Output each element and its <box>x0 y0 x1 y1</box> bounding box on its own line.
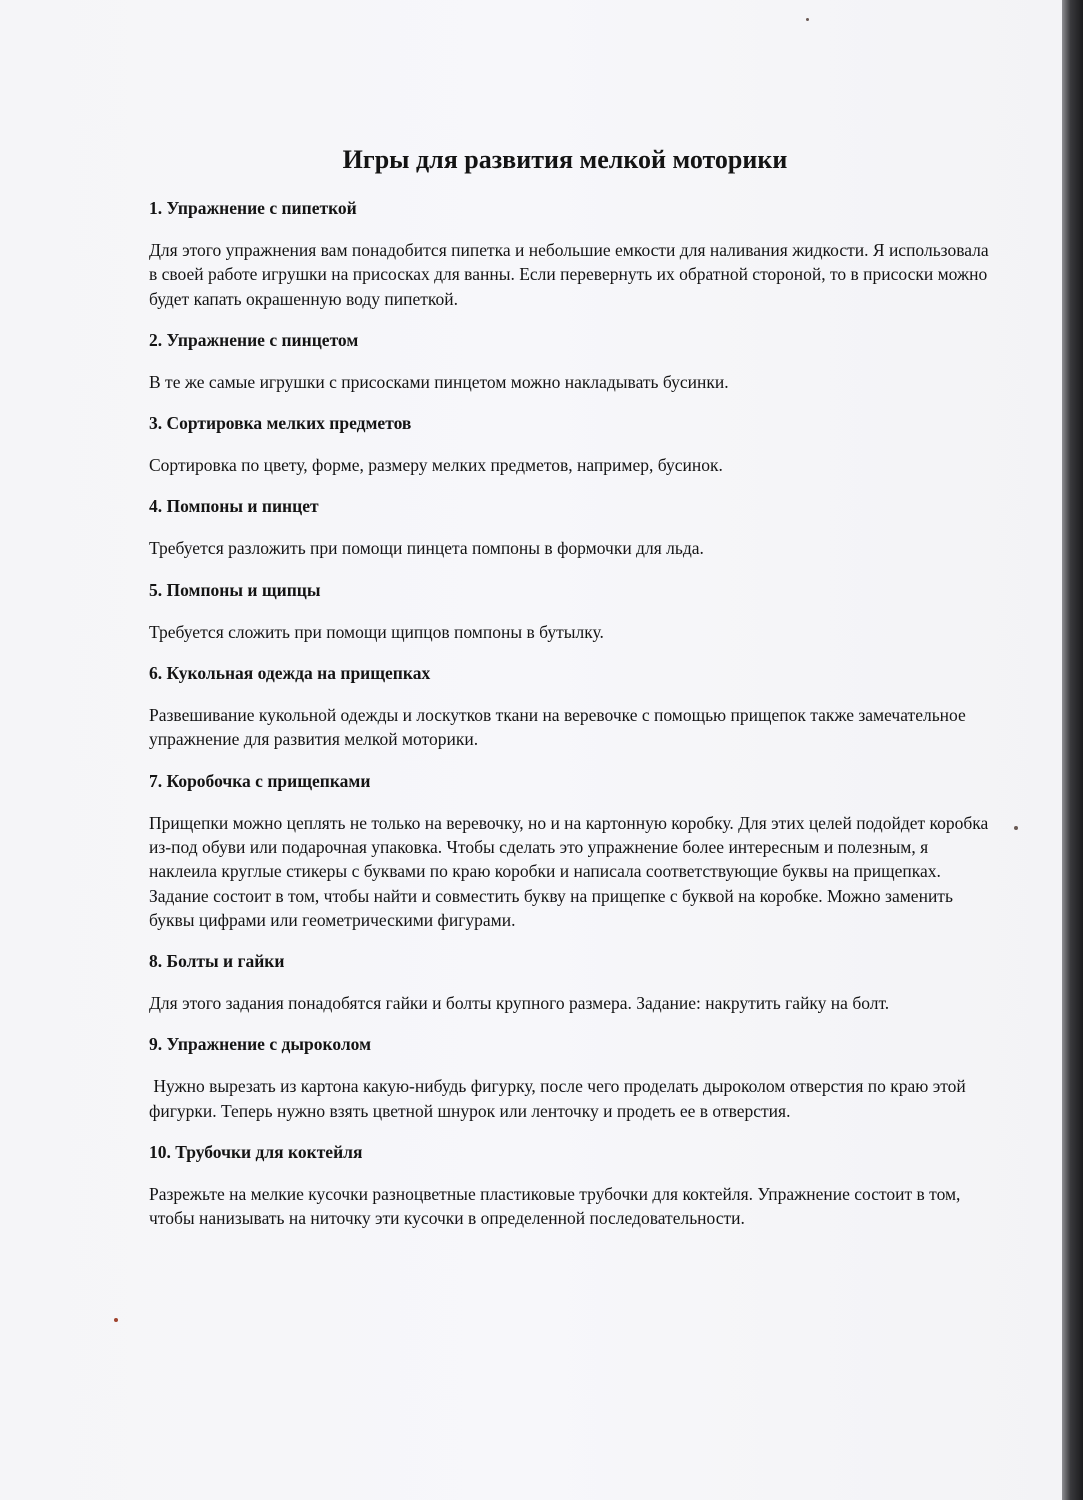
section-heading: 4. Помпоны и пинцет <box>149 496 319 517</box>
section-text: В те же самые игрушки с присосками пинцетом можно накладывать бусинки. <box>149 371 729 392</box>
section <box>149 328 994 394</box>
section-heading: 9. Упражнение с дыроколом <box>149 1034 371 1055</box>
section-heading: 5. Помпоны и щипцы <box>149 579 321 600</box>
scanner-edge-shadow <box>1062 0 1083 1500</box>
section-text: Сортировка по цвету, форме, размеру мелких предметов, например, бусинок. <box>149 455 723 476</box>
section-text: Прищепки можно цеплять не только на веревочку, но и на картонную коробку. Для этих целей подойдет коробка из-под обуви или подарочная упаковка. Чтобы сделать это упражнение более интересным и полезным, я наклеила круглые стикеры с буквами по краю коробки и написала соответствующие буквы на прищепках. Задание состоит в том, чтобы найти и совместить букву на прищепке с буквой на коробке. Можно заменить буквы цифрами или геометрическими фигурами. <box>149 812 989 930</box>
scan-speck <box>806 18 809 21</box>
scan-speck <box>114 1318 118 1322</box>
section <box>149 1032 994 1123</box>
section-text: Требуется разложить при помощи пинцета помпоны в формочки для льда. <box>149 538 704 559</box>
section-heading: 2. Упражнение с пинцетом <box>149 329 359 350</box>
section <box>149 196 994 311</box>
section-heading: 6. Кукольная одежда на прищепках <box>149 663 431 684</box>
scan-speck <box>1014 826 1018 830</box>
section-text: Для этого задания понадобятся гайки и болты крупного размера. Задание: накрутить гайку на болт. <box>149 993 890 1014</box>
section-text: Развешивание кукольной одежды и лоскутков ткани на веревочке с помощью прищепок также замечательное упражнение для развития мелкой моторики. <box>149 705 966 750</box>
section <box>149 578 994 644</box>
section <box>149 411 994 477</box>
section-heading: 8. Болты и гайки <box>149 951 285 972</box>
section-text: Нужно вырезать из картона какую-нибудь фигурку, после чего проделать дыроколом отверстия по краю этой фигурки. Теперь нужно взять цветной шнурок или ленточку и продеть ее в отверстия. <box>149 1076 971 1121</box>
section-heading: 3. Сортировка мелких предметов <box>149 413 412 434</box>
section-heading: 7. Коробочка с прищепками <box>149 770 371 791</box>
section-text: Разрежьте на мелкие кусочки разноцветные пластиковые трубочки для коктейля. Упражнение состоит в том, чтобы нанизывать на ниточку эти кусочки в определенной последовательности. <box>149 1184 961 1229</box>
section <box>149 769 994 932</box>
section <box>149 661 994 752</box>
section <box>149 494 994 560</box>
section-heading: 1. Упражнение с пипеткой <box>149 198 357 218</box>
page-title: Игры для развития мелкой моторики <box>342 145 788 174</box>
section-text: Для этого упражнения вам понадобится пипетка и небольшие емкости для наливания жидкости. Я использовала в своей работе игрушки на присосках для ванны. Если перевернуть их обратной стороной, то в присоски можно будет капать окрашенную воду пипеткой. <box>149 240 989 309</box>
section <box>149 1140 994 1231</box>
section <box>149 949 994 1015</box>
section-text: Требуется сложить при помощи щипцов помпоны в бутылку. <box>149 621 604 642</box>
document-body <box>149 196 994 1248</box>
section-heading: 10. Трубочки для коктейля <box>149 1142 363 1163</box>
